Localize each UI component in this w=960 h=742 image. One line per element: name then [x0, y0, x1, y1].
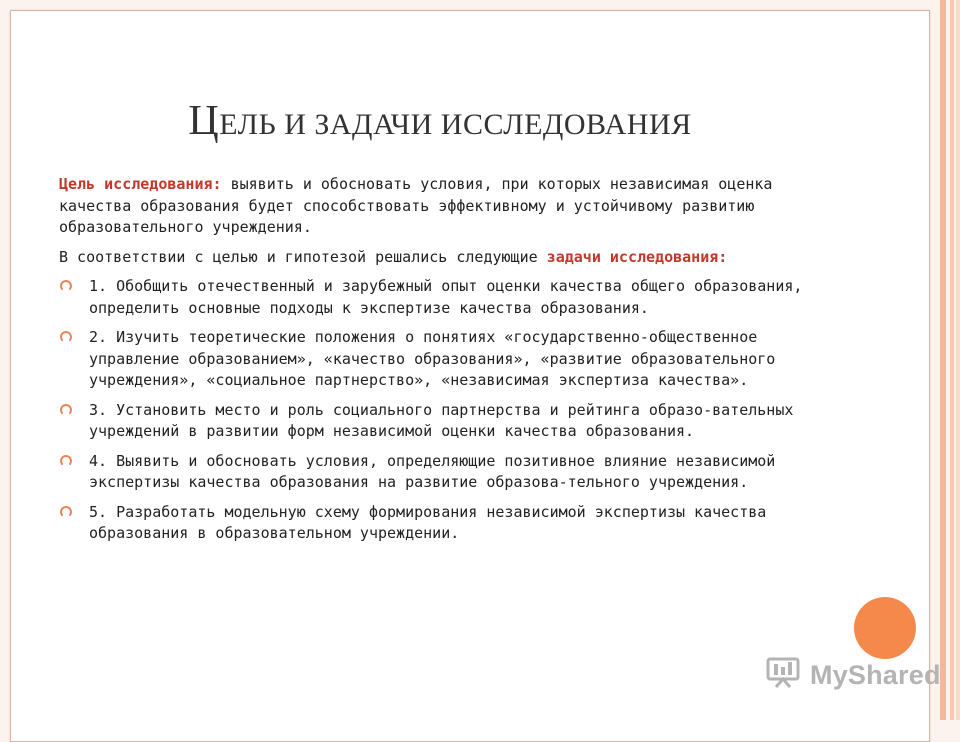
title-first-letter: Ц [188, 98, 220, 144]
decorative-stripe [940, 0, 946, 720]
bullet-icon [59, 453, 73, 467]
task-item [59, 451, 809, 494]
task-item [59, 276, 809, 319]
task-text: 1. Обобщить отечественный и зарубежный опыт оценки качества общего образования, определить основные подходы к экспертизе качества образования. [89, 277, 803, 317]
watermark-logo [766, 655, 941, 695]
slide-title [0, 98, 880, 148]
task-text: 4. Выявить и обосновать условия, определяющие позитивное влияние независимой экспертизы качества образования на развитие образова-тельного учреждения. [89, 451, 776, 491]
task-text: 2. Изучить теоретические положения о понятиях «государственно-общественное управление образованием», «качество образования», «развитие образовательного учреждения», «социальное партнерство», «независимая экспертиза качества». [89, 328, 776, 389]
bullet-icon [59, 504, 73, 518]
task-item [59, 327, 809, 392]
bullet-icon [59, 329, 73, 343]
goal-text: выявить и обосновать условия, при которых независимая оценка качества образования будет способствовать эффективному и устойчивому развитию образовательного учреждения. [59, 175, 773, 236]
watermark-text: MyShared [810, 659, 941, 690]
projector-screen-icon [766, 656, 804, 694]
bullet-icon [59, 402, 73, 416]
task-text: 5. Разработать модельную схему формирования независимой экспертизы качества образования в образовательном учреждении. [89, 502, 767, 542]
task-item [59, 502, 809, 545]
title-rest: ЕЛЬ И ЗАДАЧИ ИССЛЕДОВАНИЯ [219, 108, 692, 141]
task-item [59, 400, 809, 443]
bullet-icon [59, 278, 73, 292]
decorative-stripe [950, 0, 954, 720]
tasks-label: задачи исследования: [546, 247, 728, 266]
decorative-stripe [956, 0, 960, 720]
slide-content [59, 174, 809, 553]
goal-paragraph [59, 174, 809, 239]
tasks-intro-paragraph [59, 247, 809, 269]
tasks-intro-text: В соответствии с целью и гипотезой решались следующие [59, 247, 547, 266]
goal-label: Цель исследования: [59, 175, 222, 193]
task-text: 3. Установить место и роль социального партнерства и рейтинга образо-вательных учреждений в развитии форм независимой оценки качества образования. [89, 400, 794, 440]
decorative-circle [854, 597, 916, 659]
